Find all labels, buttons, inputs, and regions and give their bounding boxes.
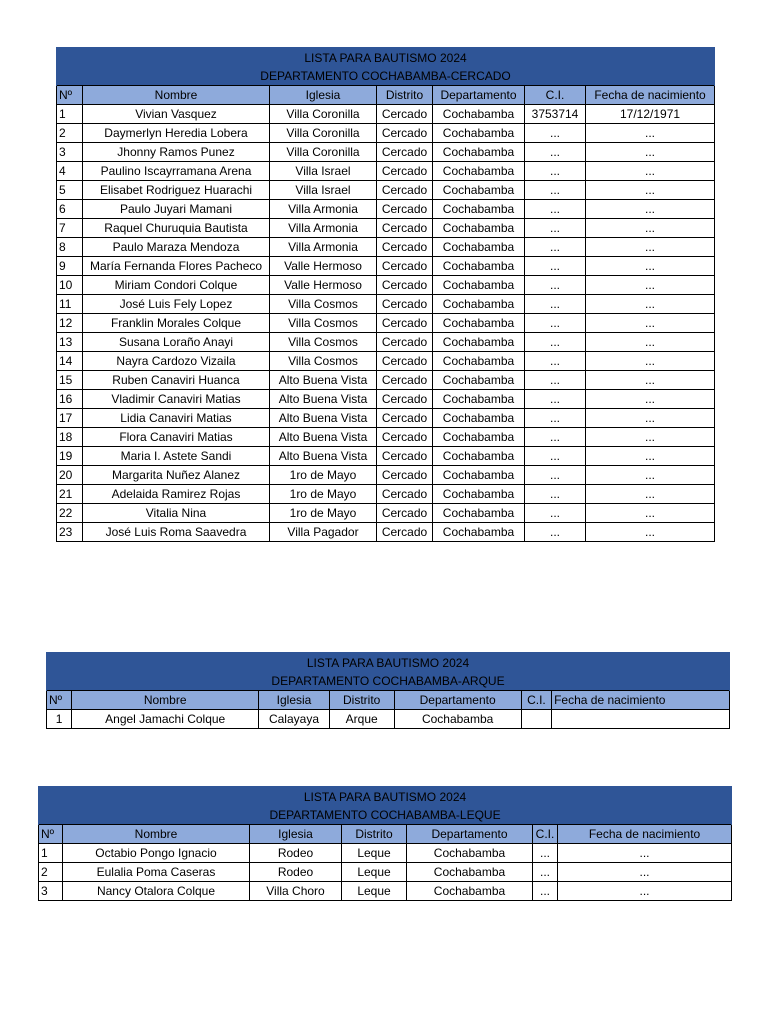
cell-district: Cercado bbox=[377, 219, 433, 238]
cell-birth-date: ... bbox=[586, 200, 715, 219]
table-row bbox=[39, 844, 732, 863]
cell-ci: ... bbox=[533, 863, 558, 882]
table-row bbox=[47, 710, 730, 729]
cell-department: Cochabamba bbox=[433, 447, 525, 466]
table-row bbox=[57, 466, 715, 485]
cell-number: 15 bbox=[57, 371, 83, 390]
cell-department: Cochabamba bbox=[433, 295, 525, 314]
column-header-church: Iglesia bbox=[250, 825, 342, 844]
cell-name: Raquel Churuquia Bautista bbox=[83, 219, 270, 238]
cell-district: Cercado bbox=[377, 181, 433, 200]
cell-church: 1ro de Mayo bbox=[270, 466, 377, 485]
column-header-number: Nº bbox=[39, 825, 63, 844]
cell-department: Cochabamba bbox=[433, 390, 525, 409]
cell-ci: ... bbox=[525, 504, 586, 523]
cell-department: Cochabamba bbox=[433, 428, 525, 447]
list-subtitle: DEPARTAMENTO COCHABAMBA-ARQUE bbox=[47, 672, 730, 691]
baptism-list-cercado-table bbox=[56, 47, 715, 542]
table-row bbox=[57, 447, 715, 466]
cell-department: Cochabamba bbox=[407, 863, 533, 882]
cell-ci: ... bbox=[533, 844, 558, 863]
cell-district: Cercado bbox=[377, 200, 433, 219]
cell-district: Cercado bbox=[377, 333, 433, 352]
table-row bbox=[57, 238, 715, 257]
cell-number: 19 bbox=[57, 447, 83, 466]
column-header-name: Nombre bbox=[83, 86, 270, 105]
cell-ci: ... bbox=[525, 162, 586, 181]
cell-church: Alto Buena Vista bbox=[270, 409, 377, 428]
cell-church: Villa Israel bbox=[270, 181, 377, 200]
cell-department: Cochabamba bbox=[407, 844, 533, 863]
column-header-name: Nombre bbox=[72, 691, 259, 710]
column-header-department: Departamento bbox=[394, 691, 521, 710]
cell-name: Daymerlyn Heredia Lobera bbox=[83, 124, 270, 143]
cell-district: Cercado bbox=[377, 295, 433, 314]
cell-name: Vladimir Canaviri Matias bbox=[83, 390, 270, 409]
cell-name: Vitalia Nina bbox=[83, 504, 270, 523]
cell-church: Villa Cosmos bbox=[270, 333, 377, 352]
cell-district: Cercado bbox=[377, 105, 433, 124]
cell-birth-date: ... bbox=[586, 409, 715, 428]
cell-ci: ... bbox=[525, 409, 586, 428]
cell-ci: ... bbox=[525, 200, 586, 219]
column-header-district: Distrito bbox=[377, 86, 433, 105]
cell-department: Cochabamba bbox=[433, 504, 525, 523]
cell-number: 10 bbox=[57, 276, 83, 295]
cell-name: Paulino Iscayrramana Arena bbox=[83, 162, 270, 181]
column-header-birth-date: Fecha de nacimiento bbox=[552, 691, 730, 710]
cell-birth-date: ... bbox=[586, 523, 715, 542]
cell-church: Villa Coronilla bbox=[270, 105, 377, 124]
column-header-number: Nº bbox=[57, 86, 83, 105]
cell-birth-date: ... bbox=[586, 352, 715, 371]
cell-district: Cercado bbox=[377, 314, 433, 333]
cell-birth-date: ... bbox=[586, 371, 715, 390]
column-header-district: Distrito bbox=[342, 825, 407, 844]
cell-church: 1ro de Mayo bbox=[270, 485, 377, 504]
table-row bbox=[57, 409, 715, 428]
cell-birth-date: ... bbox=[586, 485, 715, 504]
cell-number: 12 bbox=[57, 314, 83, 333]
cell-ci: 3753714 bbox=[525, 105, 586, 124]
cell-ci: ... bbox=[525, 181, 586, 200]
cell-church: Villa Coronilla bbox=[270, 124, 377, 143]
column-header-ci: C.I. bbox=[525, 86, 586, 105]
cell-district: Cercado bbox=[377, 447, 433, 466]
cell-birth-date: 17/12/1971 bbox=[586, 105, 715, 124]
table-row bbox=[57, 181, 715, 200]
cell-church: Villa Cosmos bbox=[270, 295, 377, 314]
list-title: LISTA PARA BAUTISMO 2024 bbox=[47, 652, 730, 672]
cell-birth-date: ... bbox=[586, 447, 715, 466]
cell-church: 1ro de Mayo bbox=[270, 504, 377, 523]
cell-name: José Luis Roma Saavedra bbox=[83, 523, 270, 542]
cell-church: Calayaya bbox=[259, 710, 330, 729]
cell-number: 8 bbox=[57, 238, 83, 257]
cell-ci: ... bbox=[525, 371, 586, 390]
cell-name: Angel Jamachi Colque bbox=[72, 710, 259, 729]
cell-name: Miriam Condori Colque bbox=[83, 276, 270, 295]
table-row bbox=[57, 143, 715, 162]
cell-birth-date: ... bbox=[558, 844, 732, 863]
table-row bbox=[57, 257, 715, 276]
cell-ci: ... bbox=[525, 276, 586, 295]
cell-number: 3 bbox=[39, 882, 63, 901]
cell-birth-date: ... bbox=[586, 238, 715, 257]
cell-number: 1 bbox=[57, 105, 83, 124]
cell-number: 3 bbox=[57, 143, 83, 162]
cell-number: 18 bbox=[57, 428, 83, 447]
cell-name: Paulo Maraza Mendoza bbox=[83, 238, 270, 257]
cell-name: Flora Canaviri Matias bbox=[83, 428, 270, 447]
cell-department: Cochabamba bbox=[433, 409, 525, 428]
cell-district: Cercado bbox=[377, 352, 433, 371]
table-row bbox=[57, 371, 715, 390]
cell-number: 4 bbox=[57, 162, 83, 181]
cell-ci: ... bbox=[525, 333, 586, 352]
cell-district: Cercado bbox=[377, 257, 433, 276]
column-header-ci: C.I. bbox=[533, 825, 558, 844]
cell-ci: ... bbox=[525, 523, 586, 542]
cell-name: Paulo Juyari Mamani bbox=[83, 200, 270, 219]
cell-department: Cochabamba bbox=[433, 466, 525, 485]
baptism-list-arque-table bbox=[46, 652, 730, 729]
cell-church: Villa Choro bbox=[250, 882, 342, 901]
cell-name: Maria I. Astete Sandi bbox=[83, 447, 270, 466]
list-title: LISTA PARA BAUTISMO 2024 bbox=[39, 786, 732, 806]
cell-birth-date: ... bbox=[586, 504, 715, 523]
table-row bbox=[57, 105, 715, 124]
cell-name: Susana Loraño Anayi bbox=[83, 333, 270, 352]
cell-ci: ... bbox=[525, 238, 586, 257]
table-row bbox=[57, 390, 715, 409]
cell-church: Villa Israel bbox=[270, 162, 377, 181]
cell-church: Villa Cosmos bbox=[270, 352, 377, 371]
table-row bbox=[57, 504, 715, 523]
cell-number: 21 bbox=[57, 485, 83, 504]
cell-church: Rodeo bbox=[250, 863, 342, 882]
cell-name: Nayra Cardozo Vizaila bbox=[83, 352, 270, 371]
cell-church: Alto Buena Vista bbox=[270, 390, 377, 409]
cell-number: 2 bbox=[39, 863, 63, 882]
cell-ci: ... bbox=[525, 219, 586, 238]
cell-department: Cochabamba bbox=[433, 143, 525, 162]
cell-district: Cercado bbox=[377, 390, 433, 409]
column-header-name: Nombre bbox=[63, 825, 250, 844]
cell-district: Cercado bbox=[377, 523, 433, 542]
cell-birth-date: ... bbox=[558, 863, 732, 882]
cell-church: Villa Armonia bbox=[270, 200, 377, 219]
table-row bbox=[57, 333, 715, 352]
column-header-church: Iglesia bbox=[259, 691, 330, 710]
cell-number: 2 bbox=[57, 124, 83, 143]
list-subtitle: DEPARTAMENTO COCHABAMBA-LEQUE bbox=[39, 806, 732, 825]
column-header-church: Iglesia bbox=[270, 86, 377, 105]
cell-birth-date bbox=[552, 710, 730, 729]
cell-church: Valle Hermoso bbox=[270, 257, 377, 276]
cell-department: Cochabamba bbox=[433, 124, 525, 143]
cell-department: Cochabamba bbox=[433, 523, 525, 542]
cell-name: Franklin Morales Colque bbox=[83, 314, 270, 333]
cell-name: Elisabet Rodriguez Huarachi bbox=[83, 181, 270, 200]
cell-church: Villa Coronilla bbox=[270, 143, 377, 162]
list-subtitle: DEPARTAMENTO COCHABAMBA-CERCADO bbox=[57, 67, 715, 86]
cell-name: Margarita Nuñez Alanez bbox=[83, 466, 270, 485]
cell-church: Villa Cosmos bbox=[270, 314, 377, 333]
cell-church: Villa Armonia bbox=[270, 219, 377, 238]
cell-district: Leque bbox=[342, 882, 407, 901]
cell-department: Cochabamba bbox=[433, 200, 525, 219]
cell-number: 13 bbox=[57, 333, 83, 352]
cell-department: Cochabamba bbox=[433, 162, 525, 181]
cell-number: 14 bbox=[57, 352, 83, 371]
table-row bbox=[39, 863, 732, 882]
column-header-department: Departamento bbox=[407, 825, 533, 844]
cell-church: Alto Buena Vista bbox=[270, 447, 377, 466]
cell-district: Cercado bbox=[377, 162, 433, 181]
cell-number: 6 bbox=[57, 200, 83, 219]
cell-ci: ... bbox=[533, 882, 558, 901]
cell-name: Vivian Vasquez bbox=[83, 105, 270, 124]
cell-name: Nancy Otalora Colque bbox=[63, 882, 250, 901]
cell-ci: ... bbox=[525, 257, 586, 276]
cell-district: Leque bbox=[342, 863, 407, 882]
cell-name: Lidia Canaviri Matias bbox=[83, 409, 270, 428]
column-header-department: Departamento bbox=[433, 86, 525, 105]
cell-name: Adelaida Ramirez Rojas bbox=[83, 485, 270, 504]
cell-church: Villa Armonia bbox=[270, 238, 377, 257]
cell-birth-date: ... bbox=[586, 162, 715, 181]
cell-number: 22 bbox=[57, 504, 83, 523]
cell-birth-date: ... bbox=[586, 219, 715, 238]
cell-department: Cochabamba bbox=[433, 314, 525, 333]
table-row bbox=[57, 523, 715, 542]
cell-district: Cercado bbox=[377, 276, 433, 295]
cell-number: 7 bbox=[57, 219, 83, 238]
cell-ci: ... bbox=[525, 485, 586, 504]
table-row bbox=[57, 124, 715, 143]
cell-birth-date: ... bbox=[586, 181, 715, 200]
cell-district: Cercado bbox=[377, 124, 433, 143]
cell-department: Cochabamba bbox=[433, 333, 525, 352]
cell-number: 20 bbox=[57, 466, 83, 485]
cell-ci bbox=[521, 710, 551, 729]
cell-church: Alto Buena Vista bbox=[270, 428, 377, 447]
table-row bbox=[57, 162, 715, 181]
cell-birth-date: ... bbox=[586, 124, 715, 143]
cell-department: Cochabamba bbox=[407, 882, 533, 901]
table-row bbox=[57, 276, 715, 295]
cell-department: Cochabamba bbox=[433, 219, 525, 238]
column-header-birth-date: Fecha de nacimiento bbox=[558, 825, 732, 844]
cell-district: Cercado bbox=[377, 238, 433, 257]
cell-department: Cochabamba bbox=[433, 352, 525, 371]
cell-ci: ... bbox=[525, 314, 586, 333]
cell-district: Cercado bbox=[377, 409, 433, 428]
cell-church: Alto Buena Vista bbox=[270, 371, 377, 390]
cell-name: Eulalia Poma Caseras bbox=[63, 863, 250, 882]
cell-ci: ... bbox=[525, 124, 586, 143]
cell-birth-date: ... bbox=[586, 314, 715, 333]
column-header-birth-date: Fecha de nacimiento bbox=[586, 86, 715, 105]
cell-number: 1 bbox=[39, 844, 63, 863]
cell-number: 17 bbox=[57, 409, 83, 428]
cell-church: Rodeo bbox=[250, 844, 342, 863]
cell-district: Cercado bbox=[377, 504, 433, 523]
cell-name: Ruben Canaviri Huanca bbox=[83, 371, 270, 390]
cell-department: Cochabamba bbox=[433, 257, 525, 276]
cell-district: Cercado bbox=[377, 428, 433, 447]
table-row bbox=[57, 485, 715, 504]
cell-district: Leque bbox=[342, 844, 407, 863]
cell-ci: ... bbox=[525, 143, 586, 162]
cell-ci: ... bbox=[525, 428, 586, 447]
cell-name: Octabio Pongo Ignacio bbox=[63, 844, 250, 863]
cell-birth-date: ... bbox=[558, 882, 732, 901]
cell-district: Cercado bbox=[377, 466, 433, 485]
cell-birth-date: ... bbox=[586, 390, 715, 409]
cell-number: 9 bbox=[57, 257, 83, 276]
cell-number: 5 bbox=[57, 181, 83, 200]
cell-department: Cochabamba bbox=[394, 710, 521, 729]
table-row bbox=[39, 882, 732, 901]
cell-ci: ... bbox=[525, 466, 586, 485]
cell-department: Cochabamba bbox=[433, 181, 525, 200]
cell-department: Cochabamba bbox=[433, 371, 525, 390]
cell-district: Arque bbox=[329, 710, 394, 729]
cell-district: Cercado bbox=[377, 143, 433, 162]
cell-number: 16 bbox=[57, 390, 83, 409]
table-row bbox=[57, 295, 715, 314]
cell-birth-date: ... bbox=[586, 466, 715, 485]
cell-name: María Fernanda Flores Pacheco bbox=[83, 257, 270, 276]
column-header-ci: C.I. bbox=[521, 691, 551, 710]
cell-birth-date: ... bbox=[586, 428, 715, 447]
cell-church: Villa Pagador bbox=[270, 523, 377, 542]
cell-department: Cochabamba bbox=[433, 485, 525, 504]
table-row bbox=[57, 352, 715, 371]
cell-department: Cochabamba bbox=[433, 105, 525, 124]
cell-ci: ... bbox=[525, 352, 586, 371]
table-row bbox=[57, 428, 715, 447]
cell-name: Jhonny Ramos Punez bbox=[83, 143, 270, 162]
cell-birth-date: ... bbox=[586, 143, 715, 162]
cell-number: 11 bbox=[57, 295, 83, 314]
cell-number: 1 bbox=[47, 710, 72, 729]
cell-department: Cochabamba bbox=[433, 276, 525, 295]
cell-name: José Luis Fely Lopez bbox=[83, 295, 270, 314]
list-title: LISTA PARA BAUTISMO 2024 bbox=[57, 47, 715, 67]
cell-birth-date: ... bbox=[586, 295, 715, 314]
table-row bbox=[57, 219, 715, 238]
cell-ci: ... bbox=[525, 390, 586, 409]
column-header-district: Distrito bbox=[329, 691, 394, 710]
cell-district: Cercado bbox=[377, 371, 433, 390]
table-row bbox=[57, 314, 715, 333]
column-header-number: Nº bbox=[47, 691, 72, 710]
cell-birth-date: ... bbox=[586, 276, 715, 295]
cell-district: Cercado bbox=[377, 485, 433, 504]
cell-birth-date: ... bbox=[586, 333, 715, 352]
cell-ci: ... bbox=[525, 447, 586, 466]
table-row bbox=[57, 200, 715, 219]
cell-ci: ... bbox=[525, 295, 586, 314]
cell-number: 23 bbox=[57, 523, 83, 542]
cell-birth-date: ... bbox=[586, 257, 715, 276]
cell-department: Cochabamba bbox=[433, 238, 525, 257]
cell-church: Valle Hermoso bbox=[270, 276, 377, 295]
baptism-list-leque-table bbox=[38, 786, 732, 901]
